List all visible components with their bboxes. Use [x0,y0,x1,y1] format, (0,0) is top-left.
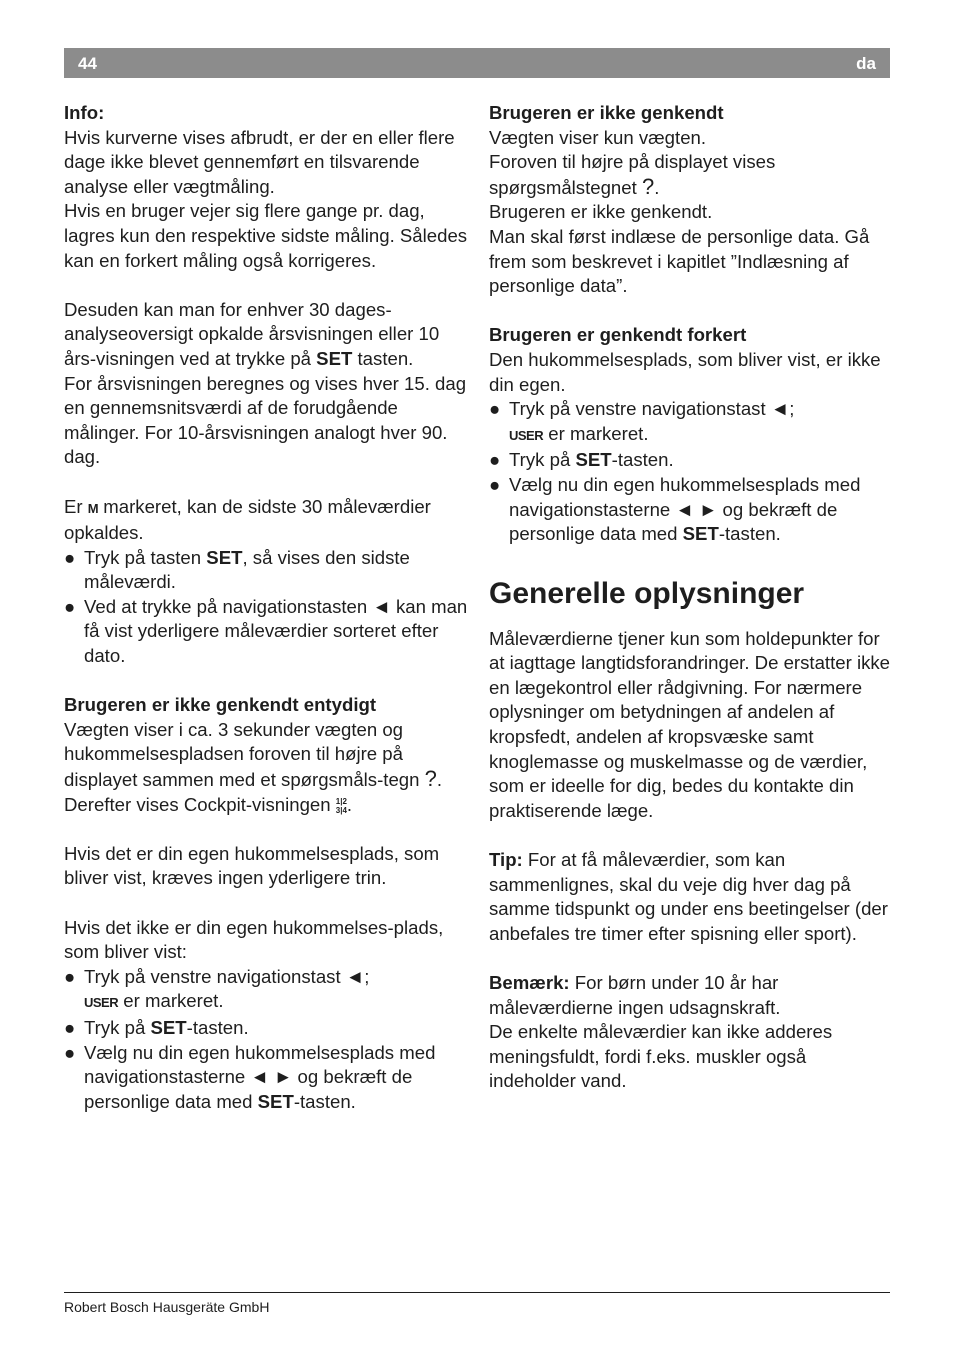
user-symbol: USER [84,995,119,1011]
info-title: Info: [64,102,105,123]
cockpit-icon: 1|2 3|4 [335,796,347,815]
section-text: Vægten viser i ca. 3 sekunder vægten og hukommelsespladsen foroven til højre på displayet sammen med et spørgsmåls-tegn ?. Derefter vises Cockpit-visningen 1|2 3|4. [64,718,443,815]
m-paragraph: Er M markeret, kan de sidste 30 måleværdier opkaldes. [64,495,431,544]
footer-divider [64,1292,890,1293]
list-item: ● Tryk på venstre navigationstast ◄; USER er markeret. [64,965,469,1016]
bullet-icon: ● [64,595,76,617]
list-item: ● Tryk på venstre navigationstast ◄; USER er markeret. [489,397,894,448]
header-bar [64,48,890,78]
year-view-paragraph: For årsvisningen beregnes og vises hver 15. dag en gennemsnitsværdi af de forudgående målinger. For 10-årsvisningen analogt hver 90. dag. [64,372,467,468]
list-item: ● Tryk på tasten SET, så vises den sidste måleværdi. [64,546,469,595]
bullet-icon: ● [489,473,501,495]
left-column [64,101,469,1114]
question-icon: ? [424,766,437,792]
list-item: ● Ved at trykke på navigationstasten ◄ kan man få vist yderligere måleværdier sorteret efter dato. [64,595,469,669]
general-text: Måleværdierne tjener kun som holdepunkter for at iagttage langtidsforandringer. De erstatter ikke en lægekontrol eller rådgivning. For nærmere oplysninger om betydningen af andelen af kropsfedt, andelen af kropsvæske samt knoglemasse og muskelmasse og de værdier, som er ideelle for dig, bedes du kontakte din praktiserende læge. [489,627,891,821]
section-text: Den hukommelsesplads, som bliver vist, er ikke din egen. [489,348,881,395]
m-symbol: M [87,500,99,516]
bullet-icon: ● [489,398,501,420]
bullet-icon: ● [64,965,76,987]
section-text: Vægten viser kun vægten. [489,126,707,148]
question-icon: ? [641,173,655,199]
page-number: 44 [78,54,97,73]
section-text: Foroven til højre på displayet vises spørgsmålstegnet ?. [489,151,776,199]
info-text-2: Hvis en bruger vejer sig flere gange pr. dag, lagres kun den respektive sidste måling. Således kan en forkert måling også korrigeres. [64,200,468,271]
language-code: da [856,54,876,73]
section-title: Brugeren er ikke genkendt entydigt [64,694,377,716]
not-own-slot-paragraph: Hvis det ikke er din egen hukommelses-plads, som bliver vist: [64,916,444,963]
note-paragraph: Bemærk: For børn under 10 år har måleværdierne ingen udsagnskraft. [489,972,781,1018]
list-item: ● Vælg nu din egen hukommelsesplads med navigationstasterne ◄ ► og bekræft de personlige data med SET-tasten. [489,473,894,547]
section-heading: Generelle oplysninger [489,576,805,610]
list-item: ● Tryk på SET-tasten. [489,448,894,473]
list-item: ● Vælg nu din egen hukommelsesplads med navigationstasterne ◄ ► og bekræft de personlige data med SET-tasten. [64,1041,469,1115]
list-item: ● Tryk på SET-tasten. [64,1016,469,1041]
section-title: Brugeren er genkendt forkert [489,324,747,346]
bullet-icon: ● [64,1016,76,1038]
section-text: Man skal først indlæse de personlige data. Gå frem som beskrevet i kapitlet ”Indlæsning af personlige data”. [489,225,870,297]
section-text: Brugeren er ikke genkendt. [489,201,713,223]
footer-company: Robert Bosch Hausgeräte GmbH [64,1299,270,1315]
tip-paragraph: Tip: For at få måleværdier, som kan sammenlignes, skal du veje dig hver dag på samme tidspunkt og under ens beetingelser (der anbefales tre timer efter spisning eller sport). [489,849,888,944]
right-column [489,101,894,1094]
user-symbol: USER [509,427,544,443]
info-text: Hvis kurverne vises afbrudt, er der en eller flere dage ikke blevet gennemført en tilsvarende analyse eller vægtmåling. [64,126,455,197]
section-title: Brugeren er ikke genkendt [489,102,724,123]
bullet-icon: ● [489,449,501,471]
bullet-icon: ● [64,1041,76,1063]
own-slot-paragraph: Hvis det er din egen hukommelsesplads, som bliver vist, kræves ingen yderligere trin. [64,842,440,889]
note-paragraph-2: De enkelte måleværdier kan ikke adderes meningsfuldt, fordi f.eks. muskler også indeholder vand. [489,1021,833,1092]
bullet-icon: ● [64,546,76,568]
set-paragraph: Desuden kan man for enhver 30 dages-analyseoversigt opkalde årsvisningen eller 10 års-visningen ved at trykke på SET tasten. [64,298,440,369]
